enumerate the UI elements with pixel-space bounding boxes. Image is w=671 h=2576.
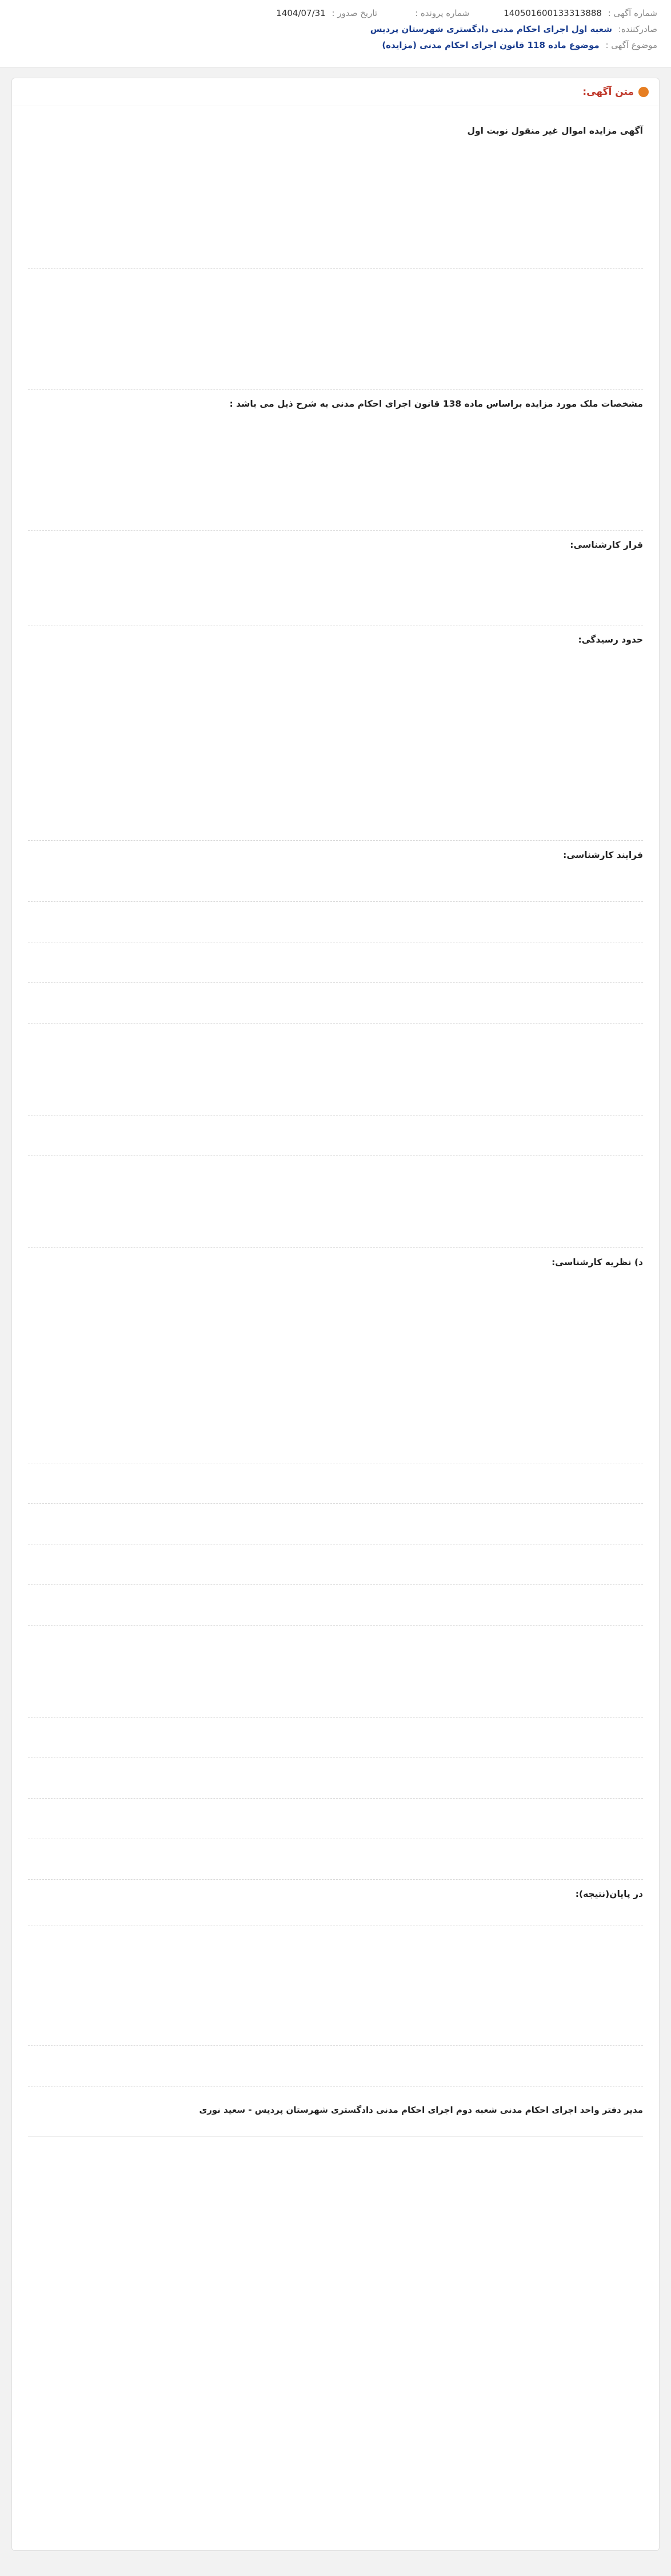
section-body [28,1631,643,1718]
section-body [28,1274,643,1463]
letter-number: شماره پرونده : [415,8,470,18]
section-body [28,948,643,983]
section-heading: فرایند کارشناسی: [563,850,643,861]
section-body [28,989,643,1024]
notice-meta-row [14,8,657,18]
section-body [28,1931,643,2046]
section-body [28,1591,643,1626]
section-body [28,1764,643,1799]
section-body [28,1162,643,1248]
section-body [28,1845,643,1880]
section-body [28,556,643,625]
section-body [28,1804,643,1839]
footer [28,2136,643,2146]
section-heading: حدود رسیدگی: [578,635,643,645]
section-body [28,1905,643,1925]
notice-card [11,78,660,2551]
notice-card-header [12,78,659,106]
subject: موضوع آگهی : موضوع ماده 118 قانون اجرای احکام مدنی (مزایده) [382,40,657,50]
issuer-row [14,24,657,34]
section-body [28,2052,643,2087]
section-heading: آگهی مزایده اموال غیر منقول نوبت اول [467,126,643,136]
section-body [28,1510,643,1544]
notice-header [0,0,671,67]
section-heading: د) نظریه کارشناسی: [552,1257,643,1267]
section-heading: قرار کارشناسی: [570,539,643,550]
notice-text [12,106,659,2156]
section-body [28,275,643,390]
notice-icon [638,87,649,97]
issue-date: تاریخ صدور : 1404/07/31 [276,8,378,18]
notice-card-title: متن آگهی: [582,86,634,98]
section-heading: مشخصات ملک مورد مزایده براساس ماده 138 قانون اجرای احکام مدنی به شرح ذیل می باشد : [229,398,643,409]
section-body [28,867,643,902]
notice-number: شماره آگهی : 140501600133313888 [504,8,657,18]
section-body [28,1550,643,1585]
subject-row [14,40,657,50]
section-body [28,1121,643,1156]
section-body [28,1723,643,1758]
section-heading: در پایان(نتیجه): [575,1888,643,1899]
section-body [28,143,643,269]
section-body [28,908,643,942]
signature: مدیر دفتر واحد اجرای احکام مدنی شعبه دوم اجرای احکام مدنی دادگستری شهرستان پردیس - سعید نوری [199,2105,643,2116]
section-body [28,416,643,531]
section-body [28,1029,643,1116]
section-body [28,652,643,841]
section-body [28,1469,643,1504]
issuer: صادرکننده: شعبه اول اجرای احکام مدنی دادگستری شهرستان پردیس [370,24,657,34]
